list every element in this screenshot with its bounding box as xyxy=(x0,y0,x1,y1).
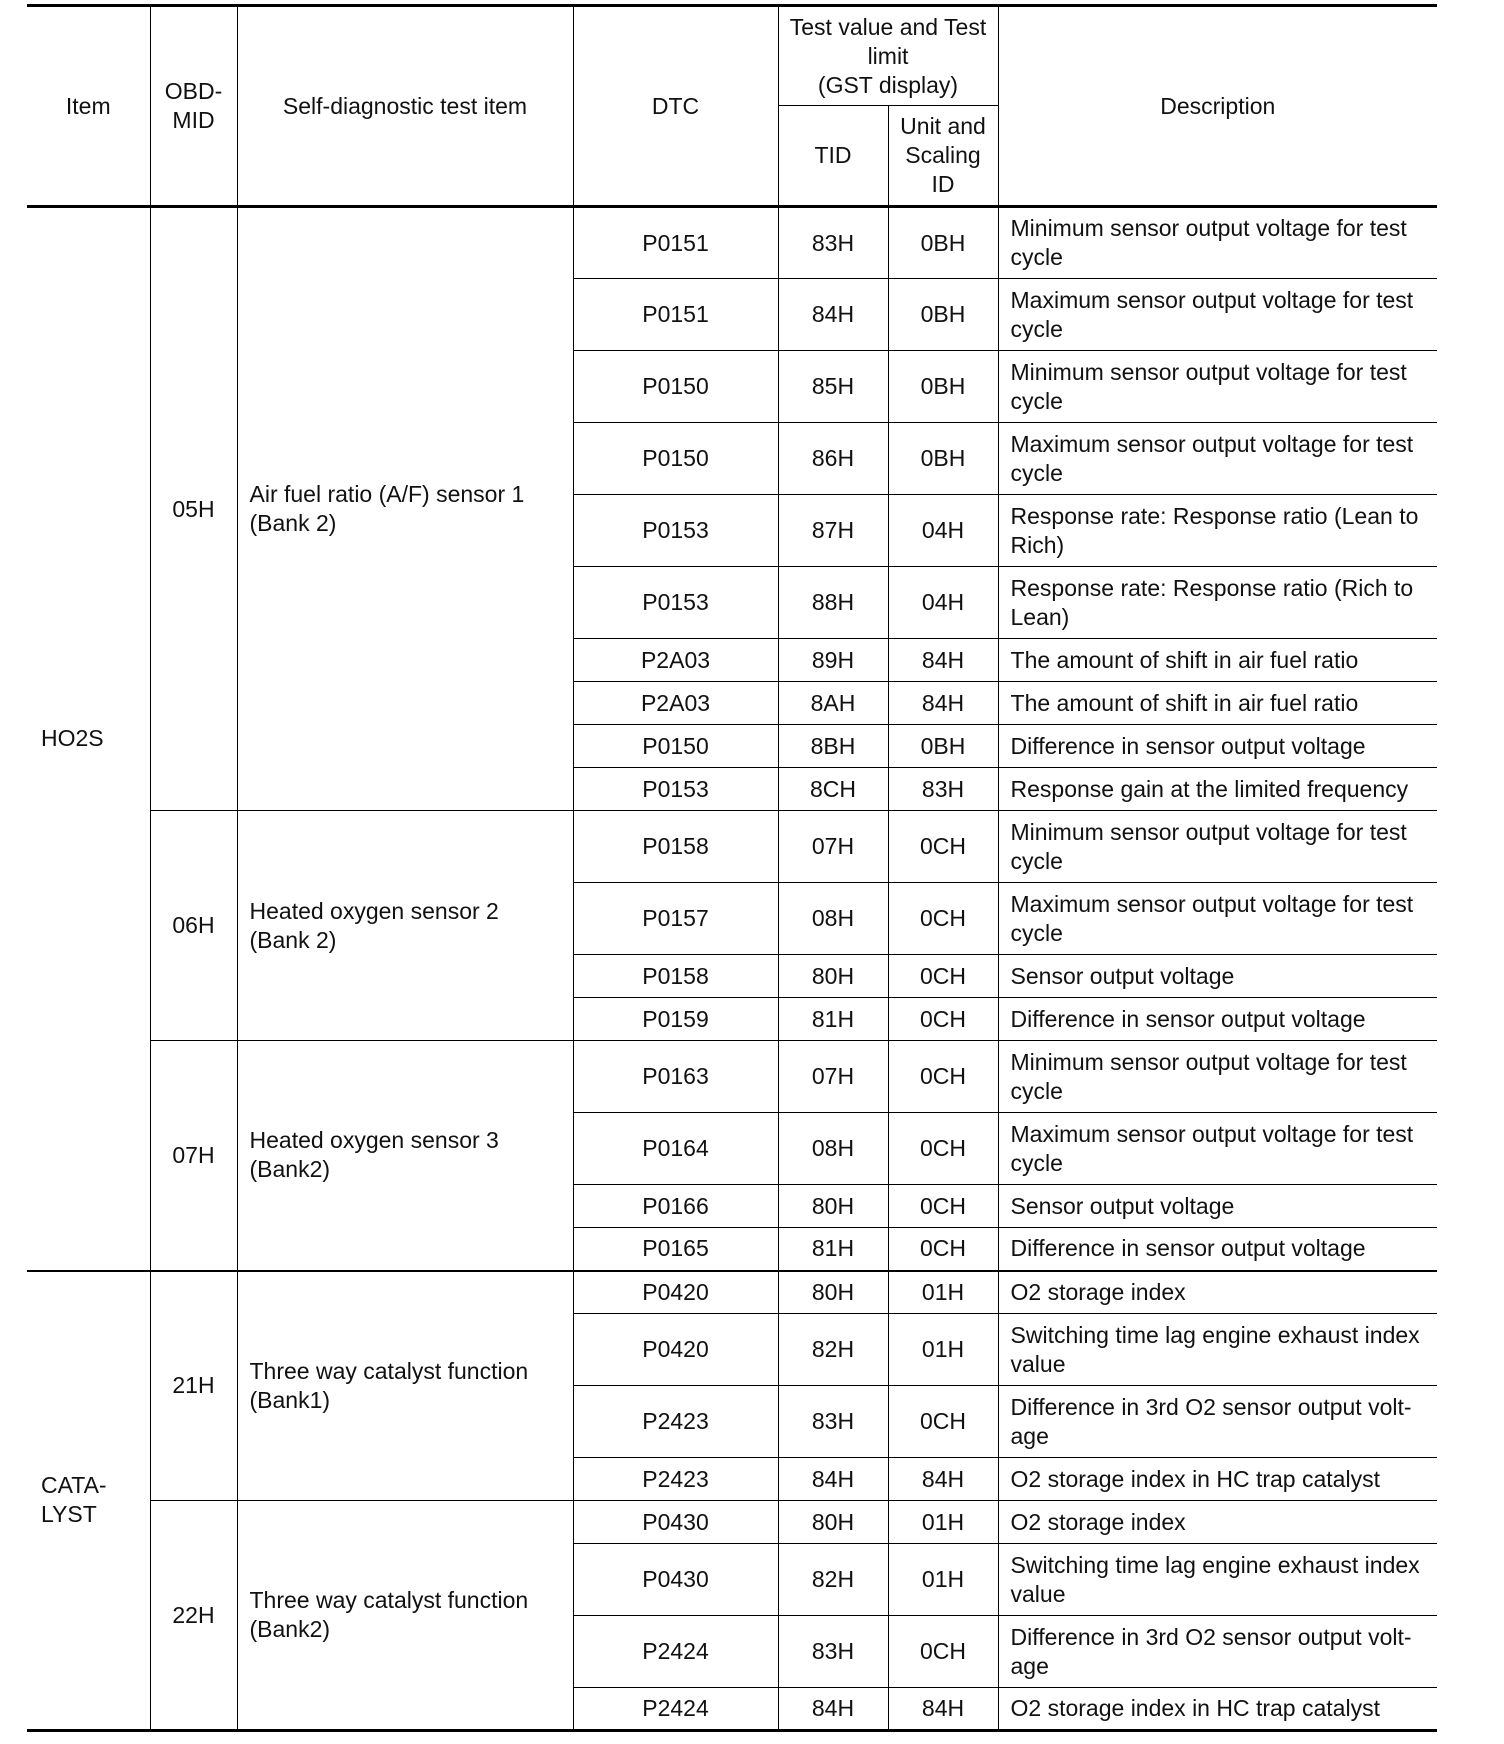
table-body xyxy=(27,207,1437,1731)
unit-scaling-cell: 01H xyxy=(888,1501,998,1544)
description-cell: Response rate: Response ratio (Rich to Lean) xyxy=(998,567,1437,639)
test-item-cell: Air fuel ratio (A/F) sensor 1 (Bank 2) xyxy=(237,207,573,811)
unit-scaling-cell: 84H xyxy=(888,639,998,682)
unit-scaling-cell: 83H xyxy=(888,768,998,811)
dtc-cell: P0153 xyxy=(573,567,778,639)
header-test-value: Test value and Test limit (GST display) xyxy=(778,6,998,106)
description-cell: Minimum sensor output voltage for test cycle xyxy=(998,207,1437,279)
header-obdmid: OBD- MID xyxy=(150,6,237,207)
dtc-cell: P0150 xyxy=(573,351,778,423)
unit-scaling-cell: 84H xyxy=(888,1458,998,1501)
description-cell: The amount of shift in air fuel ratio xyxy=(998,639,1437,682)
dtc-cell: P0153 xyxy=(573,495,778,567)
table-row xyxy=(27,1271,1437,1314)
unit-scaling-cell: 0BH xyxy=(888,351,998,423)
tid-cell: 83H xyxy=(778,1386,888,1458)
dtc-cell: P0163 xyxy=(573,1041,778,1113)
tid-cell: 08H xyxy=(778,1113,888,1185)
unit-scaling-cell: 0CH xyxy=(888,883,998,955)
description-cell: Difference in 3rd O2 sensor output volt- age xyxy=(998,1616,1437,1688)
dtc-cell: P0430 xyxy=(573,1501,778,1544)
description-cell: Difference in sensor output voltage xyxy=(998,1228,1437,1271)
unit-scaling-cell: 84H xyxy=(888,682,998,725)
obd-mid-cell: 06H xyxy=(150,811,237,1041)
description-cell: Response rate: Response ratio (Lean to Rich) xyxy=(998,495,1437,567)
unit-scaling-cell: 0CH xyxy=(888,1113,998,1185)
dtc-cell: P0150 xyxy=(573,423,778,495)
header-item: Item xyxy=(27,6,150,207)
test-item-cell: Three way catalyst function (Bank1) xyxy=(237,1271,573,1501)
dtc-cell: P0158 xyxy=(573,811,778,883)
dtc-cell: P0420 xyxy=(573,1314,778,1386)
dtc-cell: P0153 xyxy=(573,768,778,811)
description-cell: O2 storage index xyxy=(998,1501,1437,1544)
description-cell: Maximum sensor output voltage for test cycle xyxy=(998,279,1437,351)
description-cell: Switching time lag engine exhaust index value xyxy=(998,1314,1437,1386)
description-cell: Maximum sensor output voltage for test cycle xyxy=(998,883,1437,955)
item-cell: HO2S xyxy=(27,207,150,1271)
tid-cell: 88H xyxy=(778,567,888,639)
description-cell: Response gain at the limited frequency xyxy=(998,768,1437,811)
obd-mid-cell: 05H xyxy=(150,207,237,811)
description-cell: Maximum sensor output voltage for test cycle xyxy=(998,1113,1437,1185)
table-row xyxy=(27,811,1437,883)
tid-cell: 82H xyxy=(778,1314,888,1386)
unit-scaling-cell: 0CH xyxy=(888,1386,998,1458)
tid-cell: 80H xyxy=(778,1501,888,1544)
header-description: Description xyxy=(998,6,1437,207)
dtc-cell: P0164 xyxy=(573,1113,778,1185)
unit-scaling-cell: 01H xyxy=(888,1544,998,1616)
table-row xyxy=(27,1501,1437,1544)
description-cell: Difference in 3rd O2 sensor output volt- age xyxy=(998,1386,1437,1458)
dtc-cell: P0157 xyxy=(573,883,778,955)
test-item-cell: Heated oxygen sensor 3 (Bank2) xyxy=(237,1041,573,1271)
unit-scaling-cell: 0CH xyxy=(888,811,998,883)
description-cell: Difference in sensor output voltage xyxy=(998,725,1437,768)
test-item-cell: Three way catalyst function (Bank2) xyxy=(237,1501,573,1731)
description-cell: The amount of shift in air fuel ratio xyxy=(998,682,1437,725)
description-cell: Minimum sensor output voltage for test cycle xyxy=(998,351,1437,423)
header-tid: TID xyxy=(778,106,888,207)
unit-scaling-cell: 0CH xyxy=(888,955,998,998)
description-cell: O2 storage index in HC trap catalyst xyxy=(998,1688,1437,1731)
unit-scaling-cell: 0BH xyxy=(888,423,998,495)
unit-scaling-cell: 04H xyxy=(888,495,998,567)
unit-scaling-cell: 0CH xyxy=(888,1228,998,1271)
unit-scaling-cell: 0CH xyxy=(888,1041,998,1113)
tid-cell: 81H xyxy=(778,998,888,1041)
unit-scaling-cell: 0BH xyxy=(888,725,998,768)
dtc-cell: P0158 xyxy=(573,955,778,998)
dtc-cell: P0151 xyxy=(573,279,778,351)
dtc-cell: P2423 xyxy=(573,1386,778,1458)
tid-cell: 8AH xyxy=(778,682,888,725)
tid-cell: 07H xyxy=(778,811,888,883)
description-cell: Minimum sensor output voltage for test cycle xyxy=(998,811,1437,883)
tid-cell: 87H xyxy=(778,495,888,567)
item-cell: CATA- LYST xyxy=(27,1271,150,1731)
dtc-cell: P0151 xyxy=(573,207,778,279)
header-unit-scaling-id: Unit and Scaling ID xyxy=(888,106,998,207)
dtc-cell: P0150 xyxy=(573,725,778,768)
unit-scaling-cell: 01H xyxy=(888,1314,998,1386)
unit-scaling-cell: 0BH xyxy=(888,207,998,279)
tid-cell: 84H xyxy=(778,1458,888,1501)
tid-cell: 08H xyxy=(778,883,888,955)
dtc-cell: P2A03 xyxy=(573,682,778,725)
tid-cell: 80H xyxy=(778,955,888,998)
dtc-cell: P0159 xyxy=(573,998,778,1041)
obd-mid-cell: 22H xyxy=(150,1501,237,1731)
dtc-cell: P0430 xyxy=(573,1544,778,1616)
header-dtc: DTC xyxy=(573,6,778,207)
unit-scaling-cell: 01H xyxy=(888,1271,998,1314)
description-cell: Minimum sensor output voltage for test cycle xyxy=(998,1041,1437,1113)
dtc-cell: P2423 xyxy=(573,1458,778,1501)
tid-cell: 83H xyxy=(778,207,888,279)
dtc-cell: P0165 xyxy=(573,1228,778,1271)
tid-cell: 89H xyxy=(778,639,888,682)
tid-cell: 83H xyxy=(778,1616,888,1688)
description-cell: Switching time lag engine exhaust index value xyxy=(998,1544,1437,1616)
tid-cell: 8CH xyxy=(778,768,888,811)
tid-cell: 8BH xyxy=(778,725,888,768)
description-cell: Maximum sensor output voltage for test cycle xyxy=(998,423,1437,495)
unit-scaling-cell: 84H xyxy=(888,1688,998,1731)
table-row xyxy=(27,1041,1437,1113)
dtc-cell: P0420 xyxy=(573,1271,778,1314)
tid-cell: 82H xyxy=(778,1544,888,1616)
tid-cell: 84H xyxy=(778,1688,888,1731)
obd-mid-table xyxy=(27,4,1437,1732)
unit-scaling-cell: 0CH xyxy=(888,1185,998,1228)
dtc-cell: P2424 xyxy=(573,1688,778,1731)
tid-cell: 85H xyxy=(778,351,888,423)
dtc-cell: P2A03 xyxy=(573,639,778,682)
tid-cell: 80H xyxy=(778,1185,888,1228)
test-item-cell: Heated oxygen sensor 2 (Bank 2) xyxy=(237,811,573,1041)
tid-cell: 80H xyxy=(778,1271,888,1314)
obd-mid-cell: 21H xyxy=(150,1271,237,1501)
unit-scaling-cell: 0CH xyxy=(888,998,998,1041)
description-cell: Sensor output voltage xyxy=(998,955,1437,998)
tid-cell: 84H xyxy=(778,279,888,351)
description-cell: O2 storage index xyxy=(998,1271,1437,1314)
unit-scaling-cell: 04H xyxy=(888,567,998,639)
obd-mid-cell: 07H xyxy=(150,1041,237,1271)
unit-scaling-cell: 0BH xyxy=(888,279,998,351)
dtc-cell: P0166 xyxy=(573,1185,778,1228)
description-cell: O2 storage index in HC trap catalyst xyxy=(998,1458,1437,1501)
table-row xyxy=(27,207,1437,279)
dtc-cell: P2424 xyxy=(573,1616,778,1688)
table-header xyxy=(27,6,1437,207)
header-test-item: Self-diagnostic test item xyxy=(237,6,573,207)
description-cell: Sensor output voltage xyxy=(998,1185,1437,1228)
tid-cell: 81H xyxy=(778,1228,888,1271)
unit-scaling-cell: 0CH xyxy=(888,1616,998,1688)
tid-cell: 07H xyxy=(778,1041,888,1113)
description-cell: Difference in sensor output voltage xyxy=(998,998,1437,1041)
tid-cell: 86H xyxy=(778,423,888,495)
